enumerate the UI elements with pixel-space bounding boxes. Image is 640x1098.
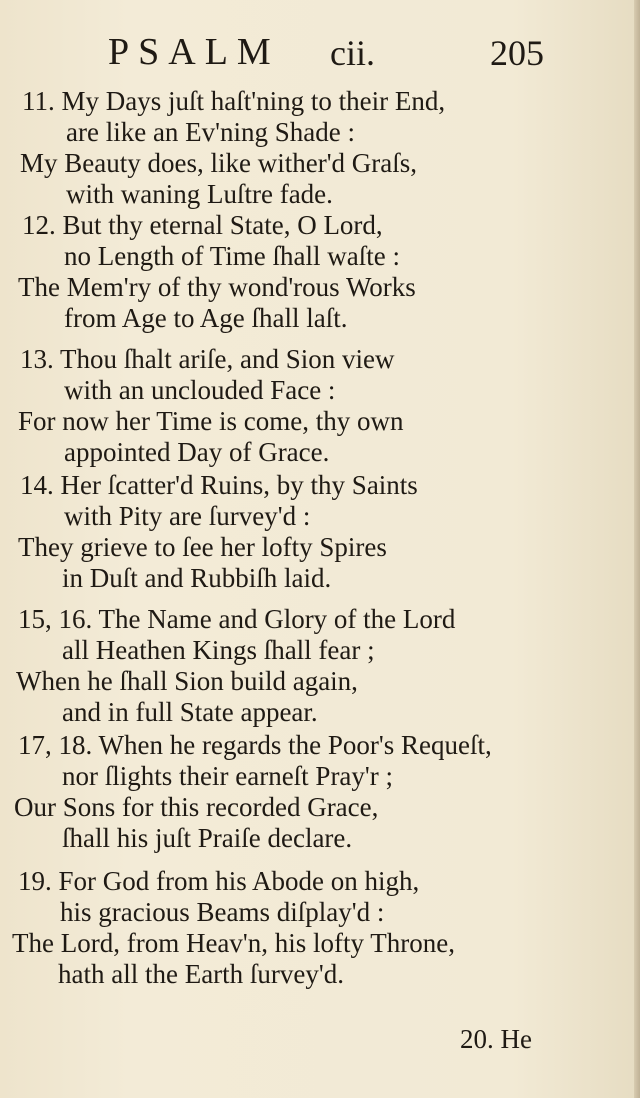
psalm-title: PSALM xyxy=(108,31,280,73)
verse-line: 15, 16. The Name and Glory of the Lord xyxy=(18,604,456,634)
verse-line: appointed Day of Grace. xyxy=(64,437,330,467)
verse-line: with an unclouded Face : xyxy=(64,375,336,405)
verse-line: When he ſhall Sion build again, xyxy=(16,666,358,696)
verse-line: hath all the Earth ſurvey'd. xyxy=(58,959,345,989)
page-number: 205 xyxy=(490,33,544,73)
psalm-chapter: cii. xyxy=(330,33,375,73)
verse-line: Our Sons for this recorded Grace, xyxy=(14,792,379,822)
verse-line: ſhall his juſt Praiſe declare. xyxy=(62,823,353,853)
verse-line: The Lord, from Heav'n, his lofty Throne, xyxy=(12,928,456,958)
catchword: 20. He xyxy=(460,1024,532,1054)
verse-line: 13. Thou ſhalt ariſe, and Sion view xyxy=(20,344,395,374)
verse-line: are like an Ev'ning Shade : xyxy=(66,117,356,147)
verse-line: The Mem'ry of thy wond'rous Works xyxy=(18,272,416,302)
verse-line: no Length of Time ſhall waſte : xyxy=(64,241,400,271)
verse-line: from Age to Age ſhall laſt. xyxy=(64,303,348,333)
verse-line: in Duſt and Rubbiſh laid. xyxy=(62,563,332,593)
verse-line: 11. My Days juſt haſt'ning to their End, xyxy=(22,86,446,116)
verse-line: 17, 18. When he regards the Poor's Requeſt, xyxy=(18,730,492,760)
verse-line: all Heathen Kings ſhall fear ; xyxy=(62,635,375,665)
verse-line: his gracious Beams diſplay'd : xyxy=(60,897,385,927)
verse-line: with waning Luſtre fade. xyxy=(66,179,333,209)
verse-line: For now her Time is come, thy own xyxy=(18,406,404,436)
verse-line: 12. But thy eternal State, O Lord, xyxy=(22,210,383,240)
verse-line: 19. For God from his Abode on high, xyxy=(18,866,420,896)
verse-line: nor ſlights their earneſt Pray'r ; xyxy=(62,761,394,791)
running-header xyxy=(0,30,640,80)
verse-line: They grieve to ſee her lofty Spires xyxy=(18,532,387,562)
verse-line: 14. Her ſcatter'd Ruins, by thy Saints xyxy=(20,470,418,500)
verse-line: with Pity are ſurvey'd : xyxy=(64,501,311,531)
verse-line: My Beauty does, like wither'd Graſs, xyxy=(20,148,418,178)
page-edge xyxy=(634,0,640,1098)
verse-line: and in full State appear. xyxy=(62,697,318,727)
